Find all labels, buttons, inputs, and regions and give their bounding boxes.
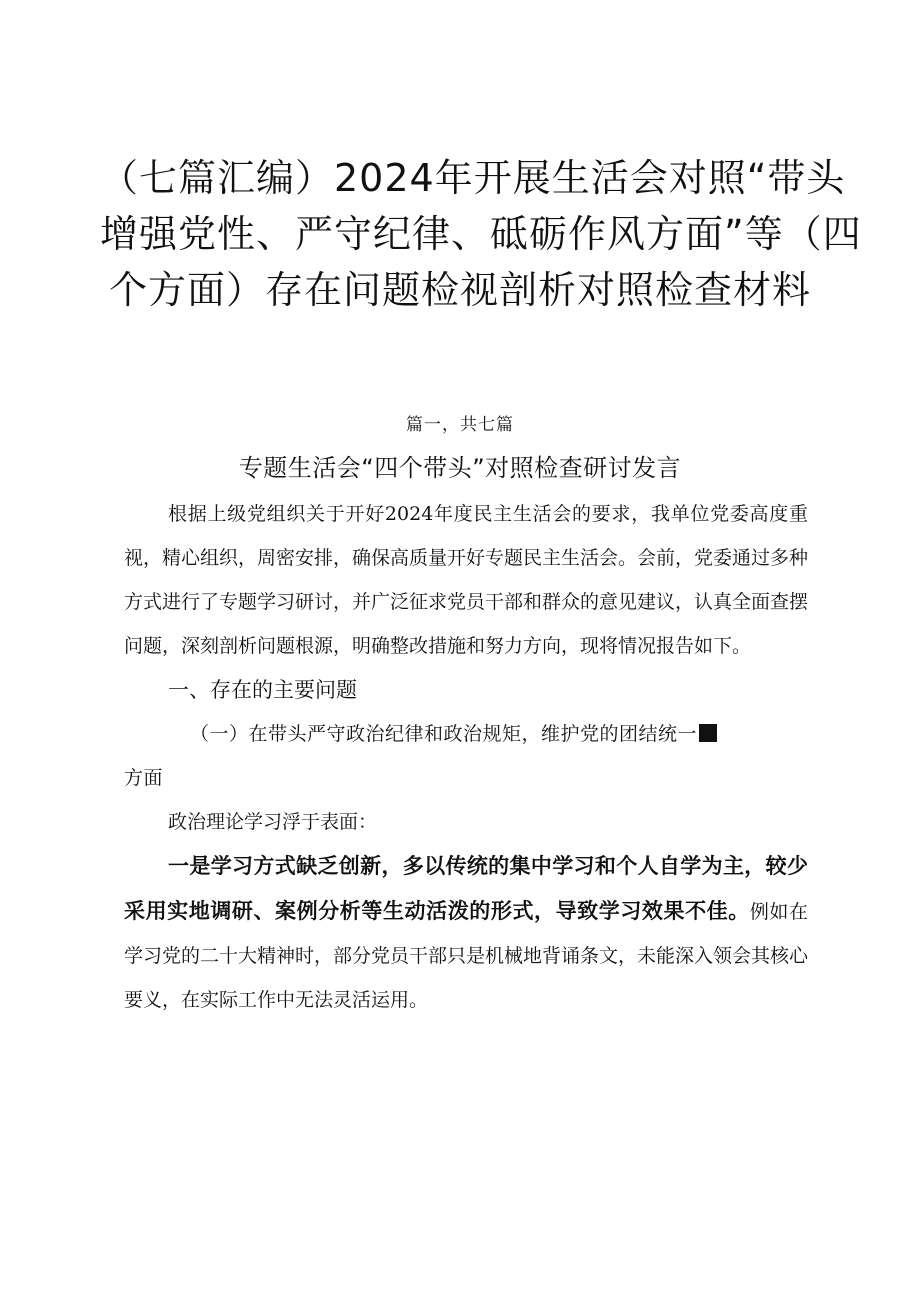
point-paragraph	[124, 844, 808, 1022]
subsection-heading	[124, 712, 808, 800]
document-body	[124, 492, 808, 1022]
part-label: 篇一，共七篇	[406, 415, 514, 435]
point-heading: 政治理论学习浮于表面：	[168, 811, 378, 833]
point-lead-text: 一是学习方式缺乏创新，多以传统的集中学习和个人自学为主，较少采用实地调研、案例分析等生动活泼的形式，导致学习效果不佳。	[124, 853, 808, 923]
section-title: 专题生活会“四个带头”对照检查研讨发言	[238, 454, 682, 482]
title-line-2: 增强党性、严守纪律、砥砺作风方面”等（四	[100, 212, 862, 256]
title-line-1: （七篇汇编）2024年开展生活会对照“带头	[100, 156, 846, 200]
subsection-heading-text: （一）在带头严守政治纪律和政治规矩，维护党的团结统一	[190, 723, 698, 745]
document-title	[100, 150, 862, 318]
black-square-mark	[699, 724, 717, 742]
point-rest-text: 例如在学习党的二十大精神时，部分党员干部只是机械地背诵条文，未能深入领会其核心要义，在实际工作中无法灵活运用。	[124, 901, 809, 1011]
intro-paragraph: 根据上级党组织关于开好2024年度民主生活会的要求，我单位党委高度重视，精心组织，周密安排，确保高质量开好专题民主生活会。会前，党委通过多种方式进行了专题学习研讨，并广泛征求党员干部和群众的意见建议，认真全面查摆问题，深刻剖析问题根源，明确整改措施和努力方向，现将情况报告如下。	[124, 503, 809, 657]
section-heading: 一、存在的主要问题	[168, 678, 357, 702]
title-line-3: 个方面）存在问题检视剖析对照检查材料	[108, 268, 811, 312]
subsection-heading-tail: 方面	[124, 767, 164, 789]
